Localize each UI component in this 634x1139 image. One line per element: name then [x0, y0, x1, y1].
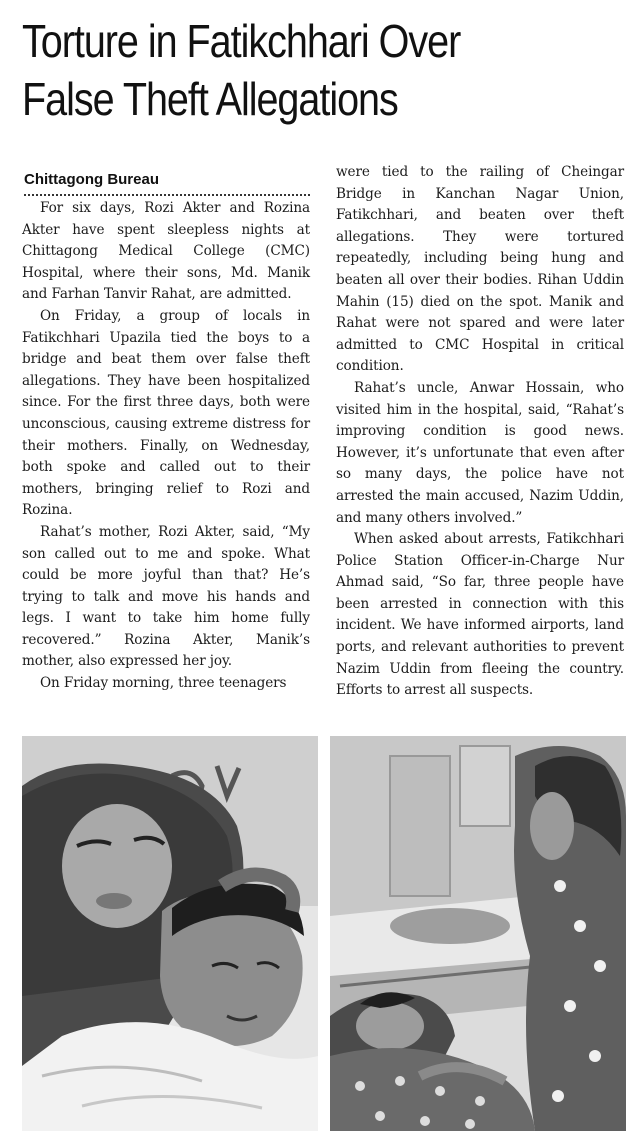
- paragraph: For six days, Rozi Akter and Rozina Akter have spent sleepless nights at Chittagong Medical College (CMC) Hospital, where their sons, Md. Manik and Farhan Tanvir Rahat, are admitted.: [22, 200, 310, 303]
- paragraph: On Friday, a group of locals in Fatikchhari Upazila tied the boys to a bridge and beat them over false theft allegations. They have been hospitalized since. For the first three days, both were unconscious, causing extreme distress for their mothers. Finally, on Wednesday, both spoke and called out to their mothers, bringing relief to Rozi and Rozina.: [22, 307, 310, 519]
- headline: [22, 12, 538, 128]
- photo-mother-son-image: [22, 736, 318, 1131]
- photo-mother-son: [22, 736, 318, 1131]
- photo-hospital-ward-image: [330, 736, 626, 1131]
- article-column-right: [336, 162, 624, 702]
- paragraph-continued: were tied to the railing of Cheingar Bridge in Kanchan Nagar Union, Fatikchhari, and beaten over theft allegations. They were tortured repeatedly, including being hung and beaten all over their bodies. Rihan Uddin Mahin (15) died on the spot. Manik and Rahat were not spared and were later admitted to CMC Hospital in critical condition.: [336, 164, 624, 375]
- headline-line-1: Torture in Fatikchhari Over: [22, 15, 461, 67]
- byline: Chittagong Bureau: [24, 170, 310, 196]
- headline-line-2: False Theft Allegations: [22, 73, 398, 125]
- article-column-left: [22, 198, 310, 695]
- paragraph: On Friday morning, three teenagers: [40, 675, 287, 692]
- paragraph: Rahat’s uncle, Anwar Hossain, who visited him in the hospital, said, “Rahat’s improving condition is good news. However, it’s unfortunate that even after so many days, the police have not arrested the main accused, Nazim Uddin, and many others involved.”: [336, 379, 624, 526]
- paragraph: Rahat’s mother, Rozi Akter, said, “My son called out to me and spoke. What could be more joyful than that? He’s trying to talk and move his hands and legs. I want to take him home fully recovered.” Rozina Akter, Manik’s mother, also expressed her joy.: [22, 523, 310, 670]
- paragraph: When asked about arrests, Fatikchhari Police Station Officer-in-Charge Nur Ahmad said, “So far, three people have been arrested in connection with this incident. We have informed airports, land ports, and relevant authorities to prevent Nazim Uddin from fleeing the country. Efforts to arrest all suspects.: [336, 531, 624, 699]
- photo-hospital-ward: [330, 736, 626, 1131]
